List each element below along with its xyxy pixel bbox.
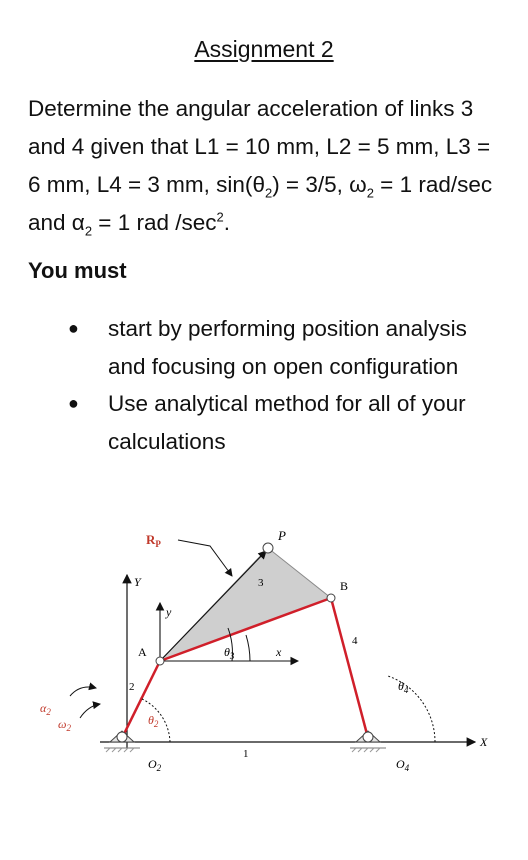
x-axis-label: X: [480, 735, 488, 749]
theta-symbol: θ: [252, 172, 265, 197]
assignment-title: Assignment 2: [194, 36, 334, 62]
omega2-label: $\omega_2$: [58, 717, 71, 733]
problem-statement: [28, 90, 508, 242]
coupler-triangle: [160, 548, 331, 661]
a-label: A: [138, 645, 147, 659]
problem-text-2: ) = 3/5,: [272, 172, 350, 197]
problem-text-3: = 1 rad/sec and: [28, 172, 493, 235]
b-label: B: [340, 579, 349, 593]
link2-label: 2: [129, 681, 135, 693]
bullet-icon: ●: [68, 318, 79, 338]
theta4-label: $\theta_4$: [398, 679, 409, 695]
alpha-subscript: 2: [84, 223, 93, 239]
joint-b: [327, 594, 335, 602]
instruction-item: [68, 385, 488, 460]
link4-rocker: [331, 598, 368, 738]
problem-text-4: = 1 rad /sec: [92, 210, 217, 235]
alpha-symbol: α: [71, 210, 85, 235]
problem-text-5: .: [223, 210, 230, 235]
instruction-list: [68, 310, 488, 460]
y-local-label: y: [166, 605, 172, 619]
theta-subscript: 2: [264, 185, 273, 201]
p-label: P: [278, 528, 286, 543]
joint-a: [156, 657, 164, 665]
theta2-label: $\theta_2$: [148, 713, 159, 729]
theta3-arc: [246, 635, 250, 661]
o4-label: $O_4$: [396, 757, 410, 773]
fourbar-linkage-diagram: [0, 518, 528, 798]
omega2-arrow: [80, 704, 100, 718]
theta4-arc: [388, 676, 435, 742]
y-axis-label: Y: [134, 575, 141, 589]
link3-label: 3: [258, 577, 264, 589]
omega-symbol: ω: [349, 172, 367, 197]
must-heading: You must: [28, 258, 127, 283]
alpha2-label: $\alpha_2$: [40, 701, 51, 717]
link4-label: 4: [352, 635, 358, 647]
instruction-text: Use analytical method for all of your calculations: [108, 391, 466, 454]
joint-p: [263, 543, 273, 553]
instruction-item: [68, 310, 488, 385]
rp-leader-arrow: [178, 540, 232, 576]
link1-label: 1: [243, 748, 249, 760]
alpha2-arrow: [70, 687, 96, 696]
x-local-label: x: [276, 645, 282, 659]
bullet-icon: ●: [68, 393, 79, 413]
instruction-text: start by performing position analysis and focusing on open configuration: [108, 316, 467, 379]
rp-label: $R_P$: [146, 532, 161, 549]
problem-text-1: Determine the angular acceleration of links 3 and 4 given that L1 = 10 mm, L2 = 5 mm, L3 = 6 mm, L4 = 3 mm, sin(: [28, 96, 491, 197]
theta3-label: $\theta_3$: [224, 645, 235, 661]
squared-superscript: 2: [216, 209, 224, 225]
omega-subscript: 2: [366, 185, 374, 201]
o2-label: $O_2$: [148, 757, 162, 773]
